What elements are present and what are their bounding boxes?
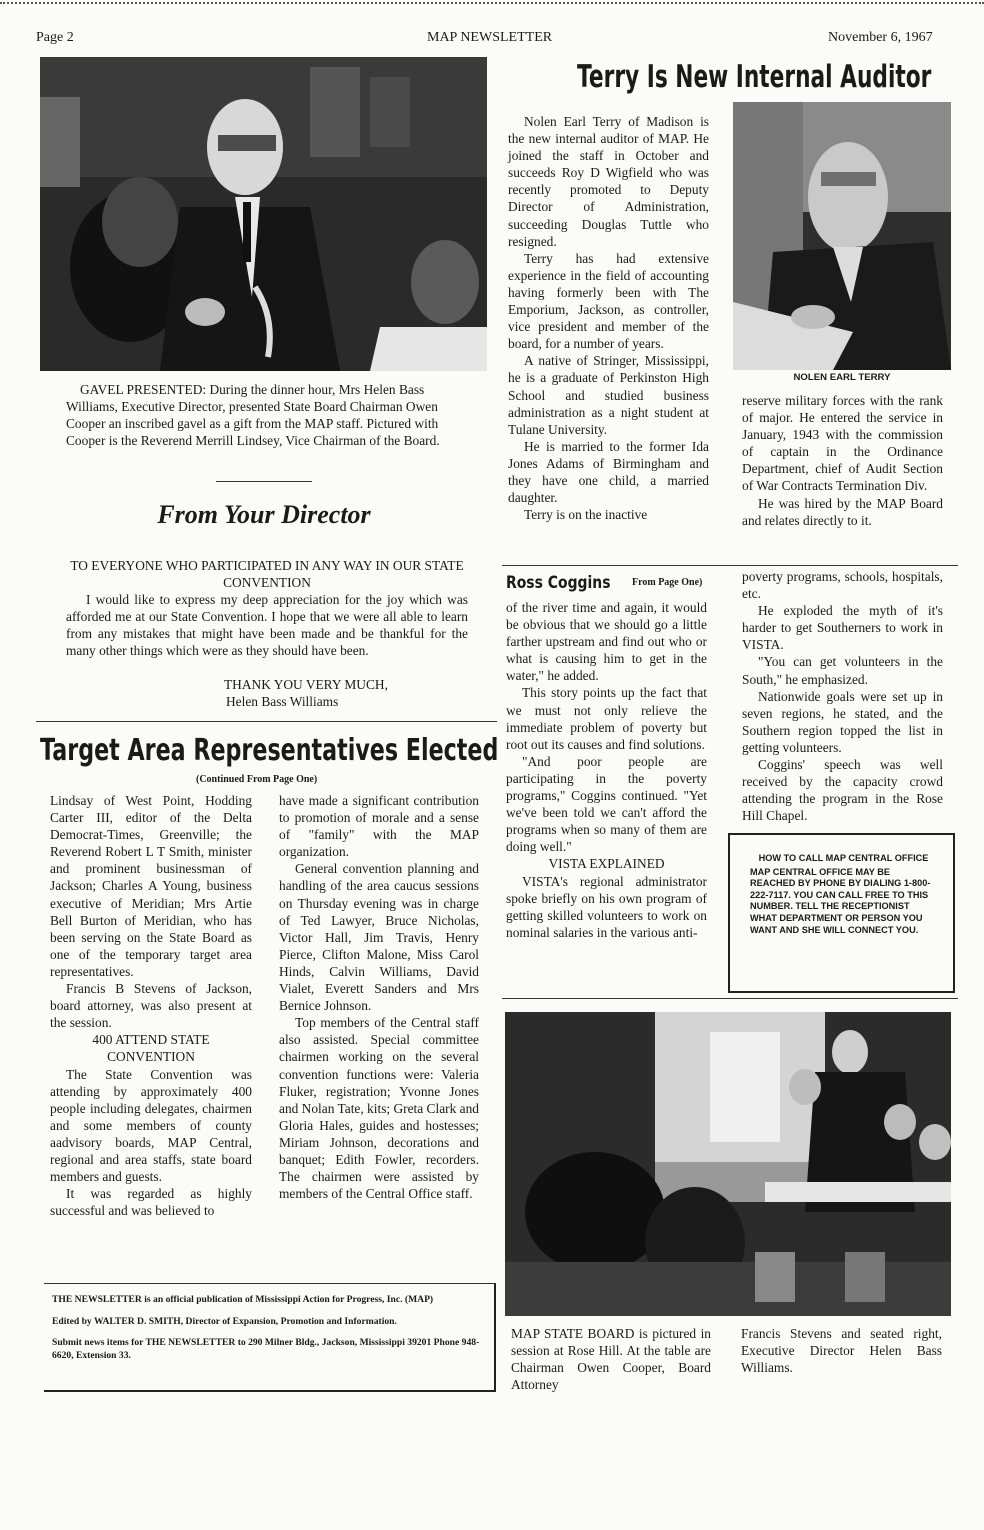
top-border	[0, 2, 984, 4]
divider-director	[36, 721, 497, 722]
terry-column-1	[508, 113, 709, 523]
masthead-line-2: Edited by WALTER D. SMITH, Director of Expansion, Promotion and Information.	[52, 1315, 397, 1327]
board-photo	[505, 1012, 951, 1316]
terry-paragraph: reserve military forces with the rank of major. He entered the service in January, 1943 with the commission of captain in the Ordinance Department, chief of Audit Section of War Contracts Termination Div.	[742, 393, 943, 494]
terry-headline: Terry Is New Internal Auditor	[577, 59, 932, 95]
coggins-subhead: VISTA EXPLAINED	[548, 856, 665, 872]
director-salutation: TO EVERYONE WHO PARTICIPATED IN ANY WAY IN OUR STATE CONVENTION	[70, 558, 464, 591]
board-caption-left: MAP STATE BOARD is pictured in session at Rose Hill. At the table are Chairman Owen Cooper, Board Attorney	[511, 1326, 711, 1393]
terry-paragraph: Terry has had extensive experience in the field of accounting having formerly been with The Emporium, Jackson, as controller, vice president and member of the board, for a number of years.	[508, 250, 709, 352]
target-paragraph: It was regarded as highly successful and was believed to	[50, 1186, 252, 1219]
masthead-line-3: Submit news items for THE NEWSLETTER to 290 Milner Bldg., Jackson, Mississippi 39201 Phone 948-6620, Extension 33.	[52, 1337, 480, 1361]
coggins-column-2	[742, 568, 943, 824]
target-subhead: 400 ATTEND STATE CONVENTION	[92, 1032, 210, 1065]
terry-paragraph: Terry is on the inactive	[524, 507, 648, 523]
terry-paragraph: He is married to the former Ida Jones Adams of Birmingham and they have one child, a married daughter.	[508, 438, 709, 506]
newsletter-title: MAP NEWSLETTER	[427, 30, 553, 45]
board-caption-right: Francis Stevens and seated right, Executive Director Helen Bass Williams.	[741, 1326, 942, 1376]
coggins-column-1	[506, 599, 707, 941]
masthead-line-1: THE NEWSLETTER is an official publication of Mississippi Action for Progress, Inc. (MAP)	[52, 1294, 434, 1305]
coggins-paragraph: VISTA's regional administrator spoke briefly on his own program of getting skilled volunteers to work on nominal salaries in the various anti-	[506, 873, 707, 940]
director-closing: THANK YOU VERY MUCH,	[224, 677, 388, 692]
target-paragraph: Top members of the Central staff also assisted. Special committee chairmen working on the several convention functions were: Valeria Fluker, registration; Yvonne Jones and Nolan Tate, kits; Greta Clark and Gloria Hales, guides and hostesses; Miriam Johnson, decorations and banquet; Edith Fowler, recorders. The chairmen were assisted by members of the Central Office staff.	[279, 1015, 479, 1202]
director-title: From Your Director	[157, 500, 371, 529]
coggins-headline: Ross Coggins	[506, 573, 611, 593]
target-column-1	[50, 792, 252, 1219]
director-signature: Helen Bass Williams	[226, 694, 339, 709]
gavel-photo	[40, 57, 487, 371]
terry-paragraph: He was hired by the MAP Board and relates directly to it.	[742, 495, 943, 528]
call-box-text: MAP CENTRAL OFFICE MAY BE REACHED BY PHONE BY DIALING 1-800-222-7117. YOU CAN CALL FREE TO THIS NUMBER. TELL THE RECEPTIONIST WHAT DEPARTMENT OR PERSON YOU WANT AND SHE WILL CONNECT YOU.	[750, 866, 931, 935]
terry-column-2	[742, 392, 943, 529]
target-paragraph: have made a significant contribution to promotion of morale and a sense of "family" with the MAP organization.	[279, 793, 479, 860]
issue-date: November 6, 1967	[828, 30, 933, 45]
coggins-paragraph: "You can get volunteers in the South," he emphasized.	[742, 654, 943, 687]
call-box-title: HOW TO CALL MAP CENTRAL OFFICE	[758, 853, 929, 863]
page-number: Page 2	[36, 30, 74, 45]
target-column-2	[279, 792, 479, 1202]
terry-photo-caption: NOLEN EARL TERRY	[793, 372, 891, 383]
target-paragraph: Lindsay of West Point, Hodding Carter III, editor of the Delta Democrat-Times, Greenville; the Reverend Robert L T Smith, minister and prominent businessman of Jackson; Charles A Young, business executive of Meridian; Mrs Artie Bell Burton of Meridian, who has been serving on the State Board as one of the temporary target area representatives.	[50, 793, 252, 979]
coggins-paragraph: Coggins' speech was well received by the capacity crowd attending the program in the Rose Hill Chapel.	[742, 757, 943, 824]
coggins-paragraph: poverty programs, schools, hospitals, etc.	[742, 569, 943, 602]
coggins-from: From Page One)	[632, 577, 703, 588]
director-message: I would like to express my deep appreciation for the joy which was afforded me at our State Convention. I hope that we were all able to learn from any mistakes that might have been made and be thankful for the many other things which were as they should have been.	[66, 592, 468, 659]
masthead-box	[44, 1283, 496, 1392]
terry-paragraph: Nolen Earl Terry of Madison is the new internal auditor of MAP. He joined the staff in October and succeeds Roy D Wigfield who was recently promoted to Deputy Director of Administration, succeeding Douglas Tuttle who resigned.	[508, 114, 709, 249]
coggins-paragraph: of the river time and again, it would be obvious that we should go a little farther upstream and find out who or what is causing him to get in the water," he added.	[506, 600, 707, 684]
terry-photo	[733, 102, 951, 370]
divider-short	[216, 481, 312, 482]
gavel-caption: GAVEL PRESENTED: During the dinner hour, Mrs Helen Bass Williams, Executive Director, presented State Board Chairman Owen Cooper an inscribed gavel as a gift from the MAP staff. Pictured with Cooper is the Reverend Merrill Lindsey, Vice Chairman of the Board.	[66, 382, 440, 449]
coggins-paragraph: This story points up the fact that we must not only relieve the immediate problem of poverty but root out its causes and find solutions.	[506, 685, 707, 752]
terry-paragraph: A native of Stringer, Mississippi, he is a graduate of Perkinston High School and studied business administration as a night student at Tulane University.	[508, 353, 709, 437]
coggins-paragraph: "And poor people are participating in the poverty programs," Coggins continued. "Yet we've been told we can't afford the programs when so many of them are doing well."	[506, 753, 707, 855]
call-info-box	[728, 833, 955, 993]
divider-terry	[502, 565, 958, 566]
target-paragraph: General convention planning and handling of the area caucus sessions on Thursday evening was in charge of Ted Lawyer, Bruce Nicholas, Victor Hall, Jim Travis, Henry Pierce, Clifton Malone, Miss Carol Hinds, Calvin Williams, David Vialet, Everett Sanders and Mrs Bernice Johnson.	[279, 861, 479, 1014]
coggins-paragraph: He exploded the myth of it's harder to get Southerners to work in VISTA.	[742, 603, 943, 653]
target-continued: (Continued From Page One)	[196, 774, 318, 785]
divider-coggins	[502, 998, 958, 999]
target-paragraph: Francis B Stevens of Jackson, board attorney, was also present at the session.	[50, 981, 252, 1031]
coggins-paragraph: Nationwide goals were set up in seven regions, he stated, and the Southern region topped the list in getting volunteers.	[742, 688, 943, 755]
target-paragraph: The State Convention was attending by approximately 400 people including delegates, chairmen and some members of county aadvisory boards, MAP Central, regional and area staffs, state board members and guests.	[50, 1066, 252, 1185]
target-headline: Target Area Representatives Elected	[40, 733, 499, 768]
